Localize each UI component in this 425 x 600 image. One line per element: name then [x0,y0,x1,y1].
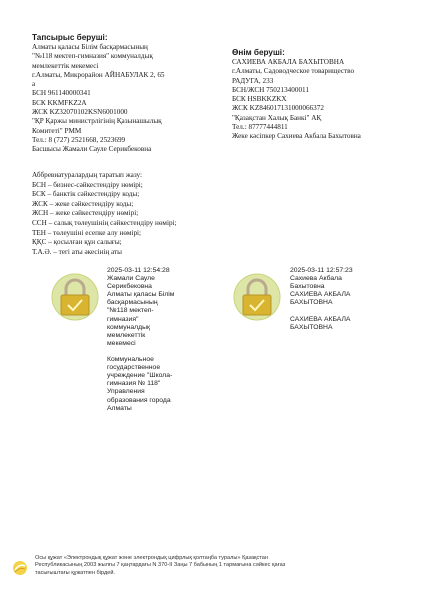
signature-right-line: САХИЕВА АКБАЛА [290,291,351,299]
customer-detail-line: Тел.: 8 (727) 2521668, 2523699 [32,135,126,144]
signature-left-line: государственное [107,364,161,372]
abbreviation-line: ЖСН – жеке сәйкестендіру нөмірі; [32,209,139,218]
signature-left-line [107,348,174,356]
customer-detail-line: мемлекеттік мекемесі [32,61,99,70]
abbreviation-line: ЖСК – жеке сәйкестендіру коды; [32,199,134,208]
abbreviations-list [32,171,177,257]
footer-line: Республикасының 2003 жылғы 7 қаңтардағы N 370-II Заңы 7 бабының 1 тармағына сәйкес қағаз [35,562,286,569]
customer-detail-line: БСН 961140000341 [32,89,91,98]
signature-left-line: образования города [107,396,171,404]
customer-detail-line: Алматы қаласы Білім басқармасының [32,43,148,51]
signature-left-line: Управления [107,388,145,396]
signature-left-line: Алматы [107,404,132,412]
signature-left-line: Коммунальное [107,356,154,364]
signature-left-line: мемлекеттік [107,331,146,339]
abbreviation-line: БСН – бизнес-сәйкестендіру нөмірі; [32,180,143,189]
customer-detail-line: "№118 мектеп-гимназия" коммуналдық [32,52,153,61]
supplier-detail-line: БСН/ЖСН 750213400011 [232,85,309,94]
supplier-detail-line: БСК HSBKKZKX [232,95,287,104]
footer-legal-note [35,555,405,577]
signature-right-line: Сахиева Акбала [290,275,342,283]
customer-detail-line: г.Алматы, Микрорайон АЙНАБУЛАК 2, 65 [32,70,165,79]
supplier-heading: Өнім беруші: [232,48,285,57]
signature-left-line: мекемесі [107,339,136,347]
digital-signature-seal-right [232,272,282,322]
supplier-detail-line: САХИЕВА АКБАЛА БАХЫТОВНА [232,58,345,66]
signature-right-line: САХИЕВА АКБАЛА [290,315,351,323]
abbreviation-line: Аббревиатуралардың таратып жазу: [32,171,143,179]
footer-line: тасығыштағы құжатпен бірдей. [35,569,116,576]
supplier-block [232,48,361,142]
customer-detail-line: БСК KKMFKZ2A [32,98,87,107]
electronic-document-icon [12,560,28,576]
signature-left-line: Алматы қаласы Білім [107,291,175,299]
customer-detail-line: Басшысы Жамали Сауле Серикбековна [32,145,152,154]
signature-left-line: басқармасының [107,299,158,307]
customer-detail-line: Комитеті" РММ [32,126,82,135]
customer-detail-line: ЖСК KZ32070102KSN6001000 [32,108,128,117]
signature-right-line: БАХЫТОВНА [290,299,333,307]
signature-right-text [290,267,353,332]
customer-heading: Тапсырыс беруші: [32,33,108,42]
footer-line: Осы құжат «Электрондық құжат және электрондық цифрлық қолтаңба туралы» Қазақстан [35,555,269,561]
customer-detail-line: "ҚР Қаржы министрлігінің Қазынашылық [32,117,162,126]
signature-right-line: Бахытовна [290,283,325,291]
supplier-detail-line: "Қазақстан Халық Банкі" АҚ [232,113,322,122]
signature-right-line: БАХЫТОВНА [290,323,333,331]
abbreviation-line: Т.А.Ә. – тегі аты әкесінің аты [32,247,122,256]
supplier-detail-line: Тел.: 87777444811 [232,123,288,132]
signature-left-line: "№118 мектеп- [107,307,154,315]
signature-left-line: гимназия № 118" [107,380,161,388]
abbreviation-line: ССН – салық төлеушінің сәйкестендіру нөмірі; [32,218,177,227]
abbreviation-line: БСК – банктік сәйкестендіру коды; [32,190,140,199]
signature-right-line [290,307,353,315]
supplier-detail-line: г.Алматы, Садоводческое товарищество [232,67,355,76]
supplier-details [232,58,361,142]
abbreviation-line: ҚҚС – қосылған құн салығы; [32,238,122,247]
signature-left-line: учреждение "Школа- [107,372,173,380]
supplier-detail-line: Жеке кәсіпкер Сахиева Акбала Бахытовна [232,132,361,141]
customer-block [32,33,165,155]
abbreviation-line: ТЕН – төлеушіні есепке алу нөмірі; [32,228,142,237]
signature-left-line: Жамали Сауле [107,275,155,283]
signature-left-line: коммуналдық [107,323,150,331]
signature-left-text [107,267,174,413]
customer-detail-line: а [32,80,36,89]
customer-details [32,43,165,155]
abbreviations-block [32,171,177,257]
signature-left-line: Серикбековна [107,283,152,291]
digital-signature-seal-left [50,272,100,322]
supplier-detail-line: РАДУГА, 233 [232,76,274,85]
signature-left-line: 2025-03-11 12:54:28 [107,267,170,274]
supplier-detail-line: ЖСК KZ846017131000066372 [232,104,324,113]
signature-left-line: гимназия" [107,315,139,323]
signature-right-line: 2025-03-11 12:57:23 [290,267,353,274]
